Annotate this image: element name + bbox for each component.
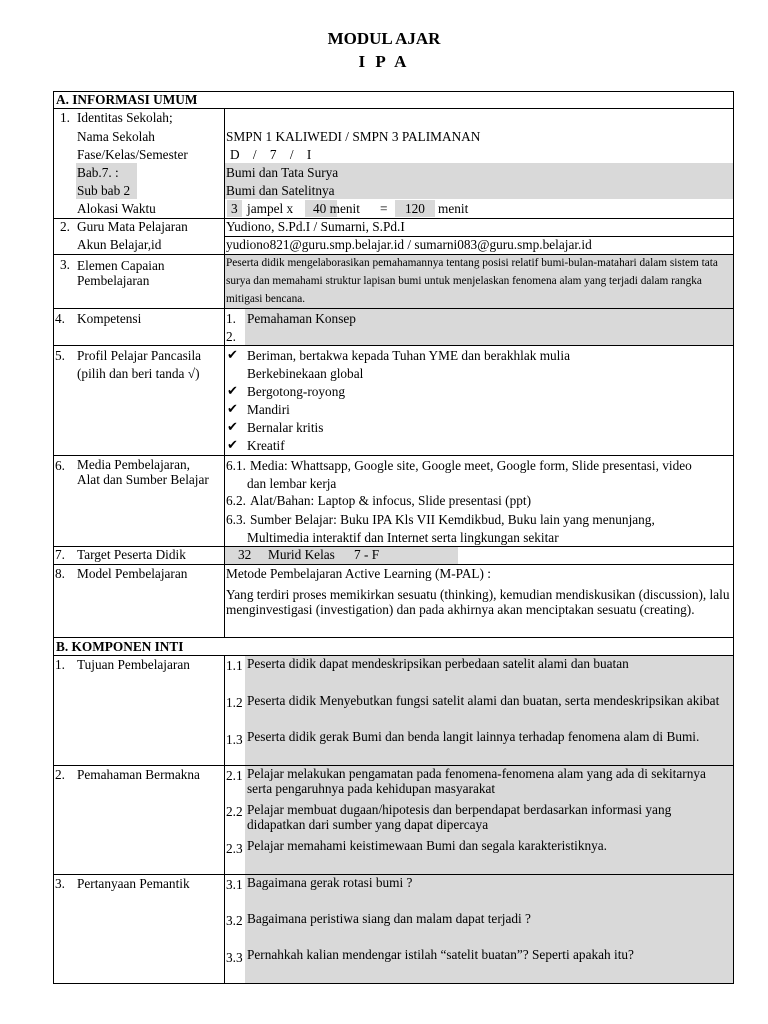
kompetensi-label: Kompetensi (77, 311, 142, 326)
kompetensi-item-number: 2. (226, 329, 236, 344)
pemahaman-label: Pemahaman Bermakna (77, 767, 200, 782)
profil-item: Kreatif (247, 438, 285, 453)
check-icon: ✔ (227, 402, 238, 417)
pemahaman-item-text: Pelajar melakukan pengamatan pada fenomena-fenomena alam yang ada di sekitarnya serta pengaruhnya pada kehidupan masyarakat (247, 766, 706, 796)
media-item-text: dan lembar kerja (247, 476, 337, 491)
alokasi-total: 120 (405, 201, 425, 216)
pemahaman-number: 2. (55, 767, 65, 782)
pemahaman-item-text: Pelajar memahami keistimewaan Bumi dan segala karakteristiknya. (247, 838, 608, 853)
elemen-value: Peserta didik mengelaborasikan pemahamannya tentang posisi relatif bumi-bulan-matahari dalam sistem tata surya dan memahami struktur lapisan bumi untuk menjelaskan fenomena alam yang terjadi dalam rangka mitigasi bencana. (226, 257, 718, 305)
tujuan-number: 1. (55, 657, 65, 672)
tujuan-item-text: Peserta didik dapat mendeskripsikan perbedaan satelit alami dan buatan (247, 656, 629, 671)
target-kelas: 7 - F (354, 547, 380, 562)
profil-number: 5. (55, 348, 65, 363)
profil-label-1: Profil Pelajar Pancasila (77, 348, 202, 363)
tujuan-item-text: Peserta didik gerak Bumi dan benda langit lainnya terhadap fenomena alam di Bumi. (247, 729, 700, 744)
check-icon: ✔ (227, 348, 238, 363)
row-divider (53, 345, 734, 346)
tujuan-item-text: Peserta didik Menyebutkan fungsi satelit alami dan buatan, serta mendeskripsikan akibat (247, 693, 720, 708)
elemen-number: 3. (60, 257, 70, 272)
alokasi-equals: = (380, 201, 388, 216)
model-number: 8. (55, 566, 65, 581)
guru-label: Guru Mata Pelajaran (77, 219, 188, 234)
elemen-label-1: Elemen Capaian (77, 258, 165, 273)
nama-sekolah-value: SMPN 1 KALIWEDI / SMPN 3 PALIMANAN (226, 129, 481, 144)
nama-sekolah-label: Nama Sekolah (77, 129, 155, 144)
pertanyaan-item-number: 3.1 (226, 877, 243, 892)
document-title: MODUL AJAR (327, 29, 441, 48)
kompetensi-item-text: Pemahaman Konsep (247, 311, 356, 326)
model-description: Yang terdiri proses memikirkan sesuatu (thinking), kemudian mendiskusikan (discussion), lalu menginvestigasi (investigation) dan pada akhirnya akan menciptakan sesuatu (creating). (226, 587, 730, 617)
row-divider (53, 308, 734, 309)
pertanyaan-item-number: 3.2 (226, 913, 243, 928)
subbab-value: Bumi dan Satelitnya (226, 183, 335, 198)
pertanyaan-item-text: Pernahkah kalian mendengar istilah “satelit buatan”? Seperti apakah itu? (247, 947, 634, 962)
pertanyaan-item-number: 3.3 (226, 950, 243, 965)
media-label-1: Media Pembelajaran, (77, 457, 190, 472)
column-divider (224, 108, 225, 638)
section-a-heading: A. INFORMASI UMUM (56, 92, 198, 107)
tujuan-item-number: 1.2 (226, 695, 243, 710)
bab-label: Bab.7. : (77, 165, 119, 180)
profil-item: Beriman, bertakwa kepada Tuhan YME dan berakhlak mulia (247, 348, 570, 363)
tujuan-item-number: 1.3 (226, 732, 243, 747)
profil-item: Berkebinekaan global (247, 366, 364, 381)
alokasi-menit: 40 menit (313, 201, 360, 216)
identitas-number: 1. (60, 110, 70, 125)
alokasi-jp: 3 (231, 201, 238, 216)
pertanyaan-label: Pertanyaan Pemantik (77, 876, 190, 891)
document-subject: I P A (358, 52, 410, 71)
media-number: 6. (55, 458, 65, 473)
profil-item: Mandiri (247, 402, 290, 417)
media-item-text: Multimedia interaktif dan Internet serta lingkungan sekitar (247, 530, 559, 545)
alokasi-jp-unit: jampel x (247, 201, 294, 216)
profil-item: Bernalar kritis (247, 420, 324, 435)
subbab-label: Sub bab 2 (77, 183, 131, 198)
media-label-2: Alat dan Sumber Belajar (77, 472, 209, 487)
guru-value: Yudiono, S.Pd.I / Sumarni, S.Pd.I (226, 219, 405, 234)
fase-value: D / 7 / I (230, 147, 312, 162)
kompetensi-number: 4. (55, 311, 65, 326)
target-unit: Murid Kelas (268, 547, 335, 562)
alokasi-total-unit: menit (438, 201, 469, 216)
media-item-number: 6.2. (226, 493, 246, 508)
model-label: Model Pembelajaran (77, 566, 188, 581)
identitas-label: Identitas Sekolah; (77, 110, 173, 125)
pemahaman-item-number: 2.3 (226, 841, 243, 856)
model-title: Metode Pembelajaran Active Learning (M-PAL) : (226, 566, 492, 581)
target-label: Target Peserta Didik (77, 547, 186, 562)
check-icon: ✔ (227, 420, 238, 435)
media-item-number: 6.1. (226, 458, 246, 473)
pemahaman-item-text: Pelajar membuat dugaan/hipotesis dan berpendapat berdasarkan informasi yang didapatkan dari sumber yang dapat dipercaya (247, 802, 672, 832)
media-item-number: 6.3. (226, 512, 246, 527)
pemahaman-item-number: 2.1 (226, 768, 243, 783)
tujuan-item-number: 1.1 (226, 658, 243, 673)
target-count: 32 (238, 547, 252, 562)
kompetensi-item-number: 1. (226, 311, 236, 326)
target-number: 7. (55, 547, 65, 562)
pertanyaan-item-text: Bagaimana gerak rotasi bumi ? (247, 875, 413, 890)
media-item-text: Sumber Belajar: Buku IPA Kls VII Kemdikbud, Buku lain yang menunjang, (250, 512, 655, 527)
bab-value: Bumi dan Tata Surya (226, 165, 339, 180)
fase-label: Fase/Kelas/Semester (77, 147, 188, 162)
profil-item: Bergotong-royong (247, 384, 345, 399)
akun-label: Akun Belajar,id (77, 237, 162, 252)
profil-label-2: (pilih dan beri tanda √) (77, 366, 200, 381)
alokasi-label: Alokasi Waktu (77, 201, 156, 216)
column-divider (224, 655, 225, 984)
elemen-label-2: Pembelajaran (77, 273, 150, 288)
pemahaman-item-number: 2.2 (226, 804, 243, 819)
section-b-heading: B. KOMPONEN INTI (56, 639, 184, 654)
check-icon: ✔ (227, 438, 238, 453)
pertanyaan-item-text: Bagaimana peristiwa siang dan malam dapat terjadi ? (247, 911, 531, 926)
media-item-text: Media: Whattsapp, Google site, Google meet, Google form, Slide presentasi, video (250, 458, 692, 473)
pertanyaan-number: 3. (55, 876, 65, 891)
akun-value: yudiono821@guru.smp.belajar.id / sumarni083@guru.smp.belajar.id (226, 237, 592, 252)
tujuan-label: Tujuan Pembelajaran (77, 657, 190, 672)
media-item-text: Alat/Bahan: Laptop & infocus, Slide presentasi (ppt) (250, 493, 532, 508)
check-icon: ✔ (227, 384, 238, 399)
guru-number: 2. (60, 219, 70, 234)
